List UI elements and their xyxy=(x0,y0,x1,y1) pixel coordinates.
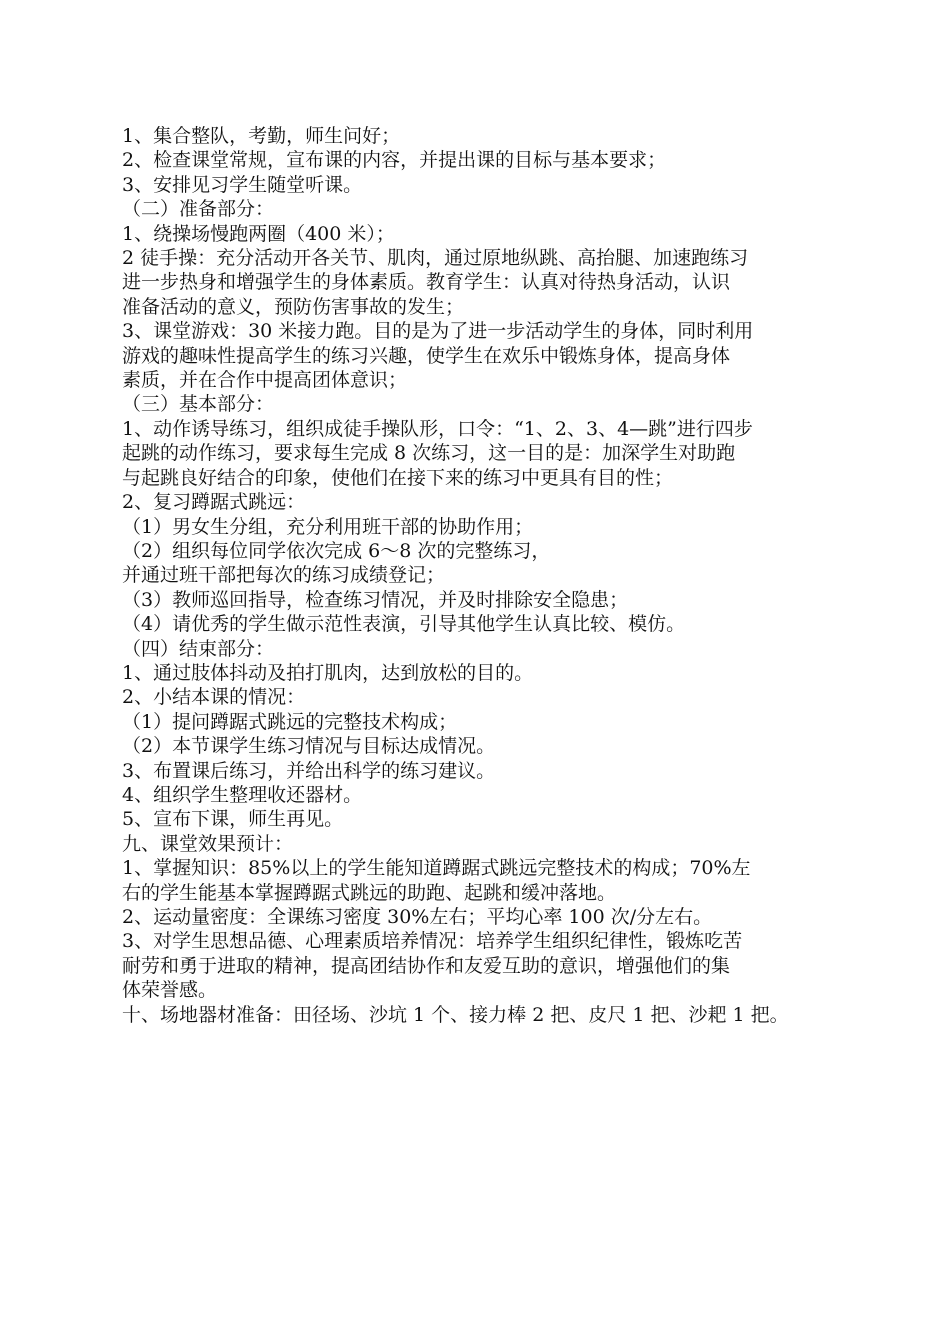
text-line: 1、集合整队，考勤，师生问好； xyxy=(122,125,401,147)
text-line: （4）请优秀的学生做示范性表演，引导其他学生认真比较、模仿。 xyxy=(122,613,686,636)
text-line: 2、检查课堂常规，宣布课的内容，并提出课的目标与基本要求； xyxy=(122,149,667,172)
text-line: 游戏的趣味性提高学生的练习兴趣，使学生在欢乐中锻炼身体，提高身体 xyxy=(122,344,731,367)
text-line: 1、掌握知识：85%以上的学生能知道蹲踞式跳远完整技术的构成；70%左 xyxy=(122,857,751,880)
text-line: 1、绕操场慢跑两圈（400 米）； xyxy=(122,222,395,245)
text-line: 素质，并在合作中提高团体意识； xyxy=(122,369,408,392)
text-line: 2、小结本课的情况： xyxy=(122,686,306,709)
text-line: 3、安排见习学生随堂听课。 xyxy=(122,173,363,196)
text-line: 3、对学生思想品德、心理素质培养情况：培养学生组织纪律性，锻炼吃苦 xyxy=(122,930,743,953)
text-line: 进一步热身和增强学生的身体素质。教育学生：认真对待热身活动，认识 xyxy=(122,271,731,294)
section-heading: （三）基本部分： xyxy=(122,393,275,416)
text-line: （1）男女生分组，充分利用班干部的协助作用； xyxy=(122,515,534,538)
text-line: （3）教师巡回指导，检查练习情况，并及时排除安全隐患； xyxy=(122,588,629,611)
text-line: 与起跳良好结合的印象，使他们在接下来的练习中更具有目的性； xyxy=(122,466,674,489)
text-line: （2）本节课学生练习情况与目标达成情况。 xyxy=(122,735,496,758)
text-line: 3、布置课后练习，并给出科学的练习建议。 xyxy=(122,759,496,782)
text-line: 并通过班干部把每次的练习成绩登记； xyxy=(122,564,446,587)
section-heading: （四）结束部分： xyxy=(122,637,275,660)
text-line: 起跳的动作练习，要求每生完成 8 次练习，这一目的是：加深学生对助跑 xyxy=(122,442,736,465)
text-line: 1、通过肢体抖动及拍打肌肉，达到放松的目的。 xyxy=(122,661,534,684)
text-line: 右的学生能基本掌握蹲踞式跳远的助跑、起跳和缓冲落地。 xyxy=(122,881,617,904)
section-heading: 九、课堂效果预计： xyxy=(122,832,294,855)
text-line: 体荣誉感。 xyxy=(122,979,218,1002)
text-line: （2）组织每位同学依次完成 6～8 次的完整练习， xyxy=(122,539,551,562)
text-line: 耐劳和勇于进取的精神，提高团结协作和友爱互助的意识，增强他们的集 xyxy=(122,954,731,977)
text-line: 2 徒手操：充分活动开各关节、肌肉，通过原地纵跳、高抬腿、加速跑练习 xyxy=(122,247,749,270)
text-line: 2、复习蹲踞式跳远： xyxy=(122,491,306,514)
section-heading: 十、场地器材准备：田径场、沙坑 1 个、接力棒 2 把、皮尺 1 把、沙耙 1 把。 xyxy=(122,1003,789,1026)
text-line: 4、组织学生整理收还器材。 xyxy=(122,783,363,806)
text-line: 准备活动的意义，预防伤害事故的发生； xyxy=(122,295,465,318)
text-line: （1）提问蹲踞式跳远的完整技术构成； xyxy=(122,710,458,733)
text-line: 2、运动量密度：全课练习密度 30%左右；平均心率 100 次/分左右。 xyxy=(122,906,713,928)
text-line: 3、课堂游戏：30 米接力跑。目的是为了进一步活动学生的身体，同时利用 xyxy=(122,320,754,343)
document-body xyxy=(122,124,828,1027)
section-heading: （二）准备部分： xyxy=(122,198,275,221)
text-line: 5、宣布下课，师生再见。 xyxy=(122,808,344,831)
text-line: 1、动作诱导练习，组织成徒手操队形，口令：“1、2、3、4—跳”进行四步 xyxy=(122,417,753,440)
